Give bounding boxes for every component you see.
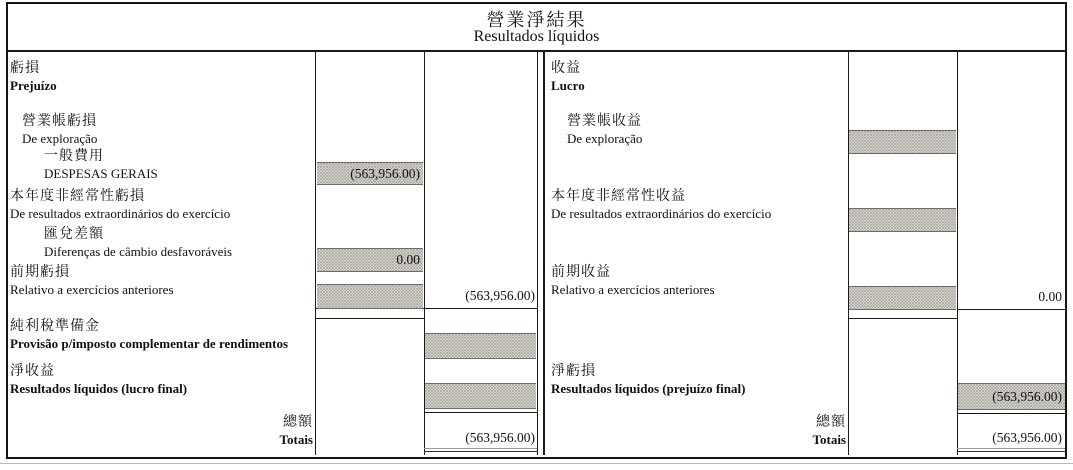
label-lucro-final-pt: Resultados líquidos (lucro final): [10, 381, 188, 396]
label-right-anteriores-zh: 前期收益: [551, 265, 611, 280]
left-totals-amount: (563,956.00): [465, 430, 535, 445]
label-right-exploracao: [567, 113, 642, 146]
label-right-totals: [646, 414, 846, 447]
label-right-totals-pt: Totais: [812, 432, 846, 447]
field-right-exploracao-shade: [849, 130, 956, 154]
label-right-totals-zh: 總額: [816, 415, 846, 430]
rule-right-col1-section-end: [848, 318, 957, 319]
label-left-anteriores: [10, 264, 174, 297]
label-profit-heading: [551, 60, 585, 93]
label-provisao-pt: Provisão p/imposto complementar de rendimentos: [10, 336, 289, 351]
label-profit-heading-zh: 收益: [551, 61, 581, 76]
label-provisao-zh: 純利稅準備金: [10, 319, 100, 334]
rule-right-totals-under-gray: [957, 448, 1065, 449]
rule-right-anteriores-under: [957, 309, 1065, 310]
label-cambio: [44, 226, 232, 259]
label-left-anteriores-pt: Relativo a exercícios anteriores: [10, 282, 174, 297]
rule-left-above-totals: [424, 412, 537, 413]
label-left-exploracao: [22, 113, 97, 146]
field-left-anteriores-shade: [317, 284, 423, 309]
cambio-amount: 0.00: [396, 252, 420, 267]
label-left-totals-zh: 總額: [283, 415, 313, 430]
label-right-exploracao-pt: De exploração: [567, 131, 643, 146]
form-title-pt: Resultados líquidos: [473, 28, 600, 45]
label-lucro-final-zh: 淨收益: [10, 364, 55, 379]
right-anteriores-amount: 0.00: [1038, 289, 1062, 304]
label-loss-heading-pt: Prejuízo: [10, 78, 57, 93]
field-right-extraordinarios-shade: [849, 208, 956, 232]
grid-vline-right-col1: [848, 52, 849, 455]
label-left-anteriores-zh: 前期虧損: [10, 265, 70, 280]
label-left-totals-pt: Totais: [279, 432, 313, 447]
label-left-extraordinarios: [10, 188, 230, 221]
field-cambio-value: [317, 248, 423, 272]
label-provisao: [10, 318, 288, 351]
label-left-extraordinarios-pt: De resultados extraordinários do exercício: [10, 206, 231, 221]
despesas-gerais-amount: (563,956.00): [350, 166, 420, 181]
scan-artifact-line: [0, 463, 1073, 464]
field-provisao-shade: [425, 333, 536, 359]
label-left-extraordinarios-zh: 本年度非經常性虧損: [10, 189, 145, 204]
field-lucro-final-shade: [425, 383, 536, 409]
label-right-exploracao-zh: 營業帳收益: [567, 114, 642, 129]
label-right-anteriores: [551, 264, 715, 297]
rule-left-totals-under-gray: [424, 448, 537, 449]
label-cambio-pt: Diferenças de câmbio desfavoráveis: [44, 244, 233, 259]
label-right-extraordinarios-zh: 本年度非經常性收益: [551, 189, 686, 204]
grid-vline-left-edge: [537, 52, 538, 455]
rule-right-totals-under: [957, 451, 1065, 452]
label-loss-heading: [10, 60, 57, 93]
grid-vline-half-divider: [543, 52, 545, 455]
label-despesas-gerais-zh: 一般費用: [44, 149, 104, 164]
field-right-anteriores-shade: [849, 286, 956, 310]
label-despesas-gerais: [44, 148, 158, 181]
label-left-exploracao-pt: De exploração: [22, 131, 98, 146]
field-prejuizo-final-value: [958, 383, 1065, 410]
label-left-totals: [113, 414, 313, 447]
label-profit-heading-pt: Lucro: [551, 78, 585, 93]
label-prejuizo-final-pt: Resultados líquidos (prejuízo final): [551, 381, 746, 396]
label-cambio-zh: 匯兌差額: [44, 227, 104, 242]
label-prejuizo-final: [551, 363, 745, 396]
label-loss-heading-zh: 虧損: [10, 61, 40, 76]
label-right-extraordinarios: [551, 188, 771, 221]
label-prejuizo-final-zh: 淨虧損: [551, 364, 596, 379]
rule-left-col1-section-end: [315, 318, 424, 319]
label-despesas-gerais-pt: DESPESAS GERAIS: [44, 166, 158, 181]
rule-left-totals-under: [424, 451, 537, 452]
prejuizo-final-amount: (563,956.00): [992, 389, 1062, 404]
form-title-zh: 營業淨結果: [486, 10, 587, 30]
label-right-anteriores-pt: Relativo a exercícios anteriores: [551, 282, 715, 297]
field-despesas-gerais-value: [317, 162, 423, 185]
label-right-extraordinarios-pt: De resultados extraordinários do exercício: [551, 206, 772, 221]
right-totals-amount: (563,956.00): [992, 430, 1062, 445]
left-anteriores-amount: (563,956.00): [465, 288, 535, 303]
header-divider-line: [6, 50, 1065, 52]
grid-vline-left-col1: [315, 52, 316, 455]
rule-right-above-totals: [957, 413, 1065, 414]
label-left-exploracao-zh: 營業帳虧損: [22, 114, 97, 129]
label-lucro-final: [10, 363, 187, 396]
